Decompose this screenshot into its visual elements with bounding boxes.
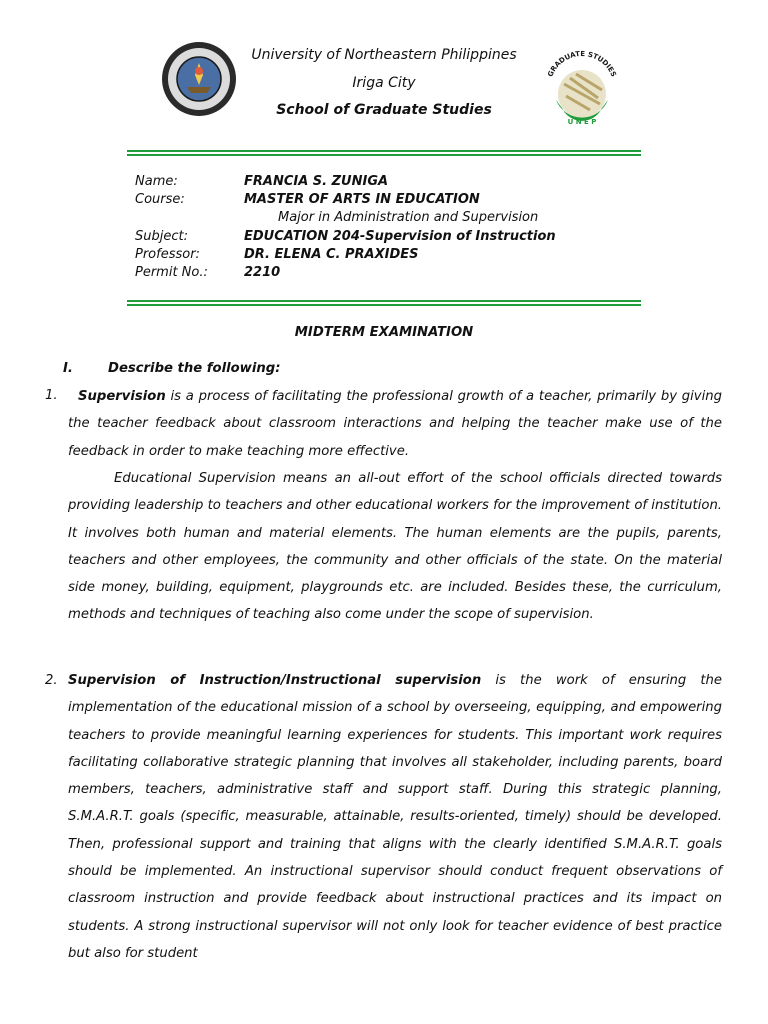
item-2-term: Supervision of Instruction/Instructional supervision <box>68 673 482 688</box>
graduate-studies-logo <box>540 48 624 130</box>
header-divider-bottom <box>127 300 641 306</box>
university-name: University of Northeastern Philippines <box>251 47 517 63</box>
school-name: School of Graduate Studies <box>276 102 492 118</box>
item-2-paragraph <box>68 667 722 967</box>
item-1-text: is a process of facilitating the professional growth of a teacher, primarily by giving the teacher feedback about classroom interactions and helping the teacher make use of the feedback in order to make teaching more effective. <box>68 389 722 459</box>
subject-value: EDUCATION 204-Supervision of Instruction <box>244 229 556 244</box>
section-title: Describe the following: <box>108 361 281 376</box>
item-2-text: is the work of ensuring the implementation of the educational mission of a school by overseeing, equipping, and empowering teachers to provide meaningful learning experiences for students. This important work requires facilitating collaborative strategic planning that involves all stakeholder, including parents, board members, teachers, administrative staff and support staff. During this strategic planning, S.M.A.R.T. goals (specific, measurable, attainable, results-oriented, timely) should be developed. Then, professional support and training that aligns with the clearly identified S.M.A.R.T. goals should be implemented. An instructional supervisor should conduct frequent observations of classroom instruction and provide feedback about instructional practices and its impact on students. A strong instructional supervisor will not only look for teacher evidence of best practice but also for student <box>68 673 723 961</box>
item-1-term: Supervision <box>78 389 166 404</box>
permit-label: Permit No.: <box>135 265 208 280</box>
item-1-paragraph-2: Educational Supervision means an all-out effort of the school officials directed towards providing leadership to teachers and other educational workers for the improvement of institution. It involves both human and material elements. The human elements are the pupils, parents, teachers and other employees, the community and other officials of the state. On the material side money, building, equipment, playgrounds etc. are included. Besides these, the curriculum, methods and techniques of teaching also come under the scope of supervision. <box>68 471 722 623</box>
name-label: Name: <box>135 174 178 189</box>
course-value: MASTER OF ARTS IN EDUCATION <box>244 192 480 207</box>
permit-value: 2210 <box>244 265 281 280</box>
item-1-number: 1. <box>45 388 58 403</box>
logo-arc-text: GRADUATE STUDIES <box>546 49 618 79</box>
city-name: Iriga City <box>352 75 416 91</box>
course-label: Course: <box>135 192 185 207</box>
course-major: Major in Administration and Supervision <box>278 210 539 225</box>
logo-bottom-text: U N E P <box>567 118 597 126</box>
section-number: I. <box>63 361 73 376</box>
item-1-paragraph <box>68 383 722 465</box>
exam-title: MIDTERM EXAMINATION <box>294 325 474 340</box>
professor-value: DR. ELENA C. PRAXIDES <box>244 247 419 262</box>
name-value: FRANCIA S. ZUNIGA <box>244 174 389 189</box>
professor-label: Professor: <box>135 247 200 262</box>
header-divider-top <box>127 150 641 156</box>
item-2-number: 2. <box>45 673 58 688</box>
subject-label: Subject: <box>135 229 188 244</box>
